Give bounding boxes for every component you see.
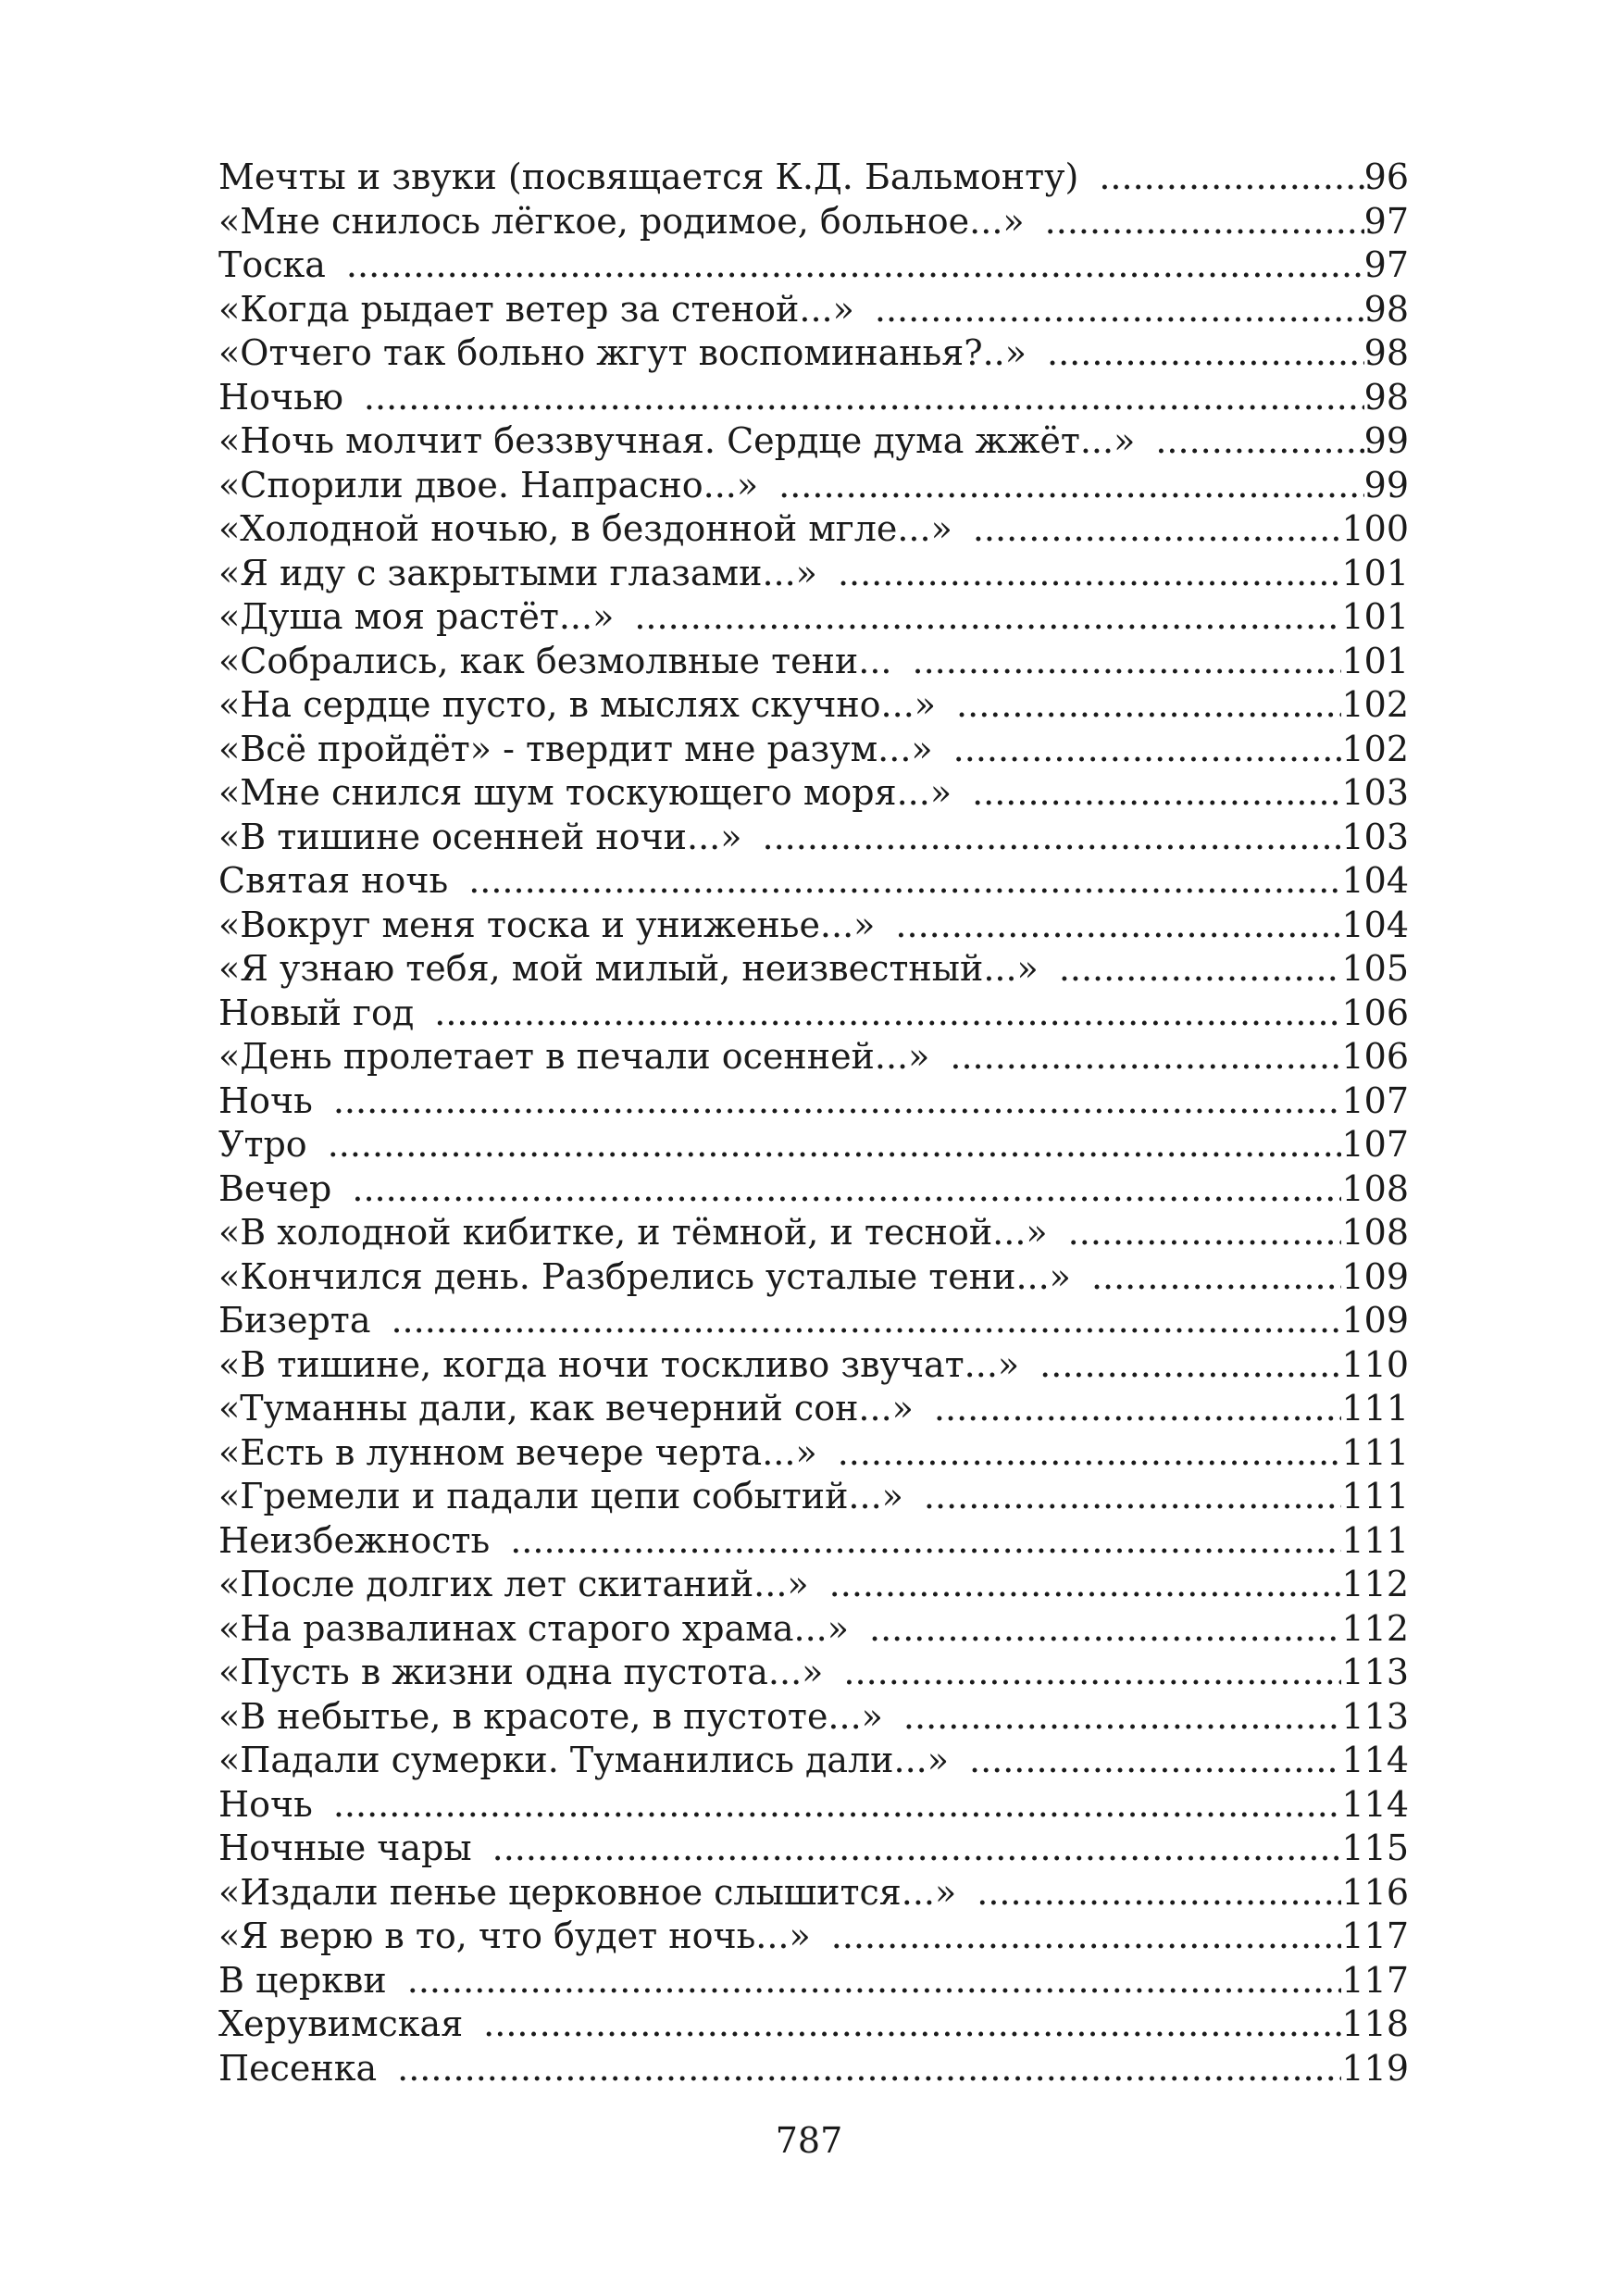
toc-dot-leader	[913, 640, 1342, 684]
toc-entry-title: «На развалинах старого храма...»	[218, 1607, 849, 1649]
toc-entry-title: «На сердце пусто, в мыслях скучно...»	[218, 684, 937, 725]
toc-entry-title: «Кончился день. Разбрелись усталые тени...»	[218, 1255, 1071, 1297]
toc-entry	[218, 419, 1409, 464]
toc-entry	[218, 904, 1409, 948]
toc-entry-title: «Когда рыдает ветер за стеной...»	[218, 288, 854, 330]
toc-dot-leader	[328, 1123, 1342, 1167]
toc-dot-leader	[831, 1915, 1342, 1959]
toc-entry-title: «Есть в лунном вечере черта...»	[218, 1431, 817, 1473]
toc-entry	[218, 1167, 1409, 1212]
toc-entry	[218, 2003, 1409, 2047]
toc-entry-title: «Вокруг меня тоска и униженье...»	[218, 904, 876, 945]
toc-entry-page: 115	[1341, 1828, 1409, 1868]
toc-dot-leader	[843, 1651, 1341, 1695]
toc-dot-leader	[1155, 419, 1363, 464]
toc-entry-title: «Пусть в жизни одна пустота...»	[218, 1652, 824, 1692]
toc-entry-page: 107	[1341, 1124, 1409, 1165]
toc-entry-page: 108	[1341, 1212, 1409, 1253]
toc-entry-title: «Мне снился шум тоскующего моря...»	[218, 772, 952, 813]
toc-entry-title: «Падали сумерки. Туманились дали...»	[218, 1740, 949, 1780]
toc-entry-title: Ночью	[218, 376, 343, 418]
toc-entry	[218, 1739, 1409, 1783]
toc-entry-title: «Я иду с закрытыми глазами...»	[218, 552, 817, 593]
toc-entry-page: 117	[1341, 1959, 1409, 2001]
toc-entry-page: 114	[1341, 1783, 1409, 1825]
toc-entry-page: 111	[1341, 1476, 1409, 1516]
toc-entry-page: 113	[1341, 1695, 1409, 1737]
toc-entry-title: «Холодной ночью, в бездонной мгле...»	[218, 508, 952, 549]
toc-entry-page: 116	[1341, 1871, 1409, 1913]
toc-entry-page: 100	[1341, 508, 1409, 549]
toc-entry	[218, 376, 1409, 420]
toc-dot-leader	[1099, 156, 1363, 200]
toc-dot-leader	[434, 992, 1341, 1036]
toc-dot-leader	[397, 2047, 1341, 2091]
toc-entry	[218, 640, 1409, 684]
toc-entry-title: «Ночь молчит беззвучная. Сердце дума жжёт...»	[218, 420, 1136, 461]
toc-entry-page: 119	[1341, 2047, 1409, 2089]
toc-entry-page: 102	[1341, 728, 1409, 769]
toc-entry	[218, 156, 1409, 200]
toc-entry-title: «Собрались, как безмолвные тени...	[218, 640, 892, 681]
toc-dot-leader	[875, 288, 1364, 332]
toc-entry	[218, 1827, 1409, 1871]
toc-entry-page: 114	[1341, 1740, 1409, 1780]
toc-entry	[218, 1299, 1409, 1343]
toc-entry-title: Мечты и звуки (посвящается К.Д. Бальмонту)	[218, 156, 1079, 197]
toc-entry	[218, 1695, 1409, 1740]
toc-entry	[218, 288, 1409, 332]
toc-entry-page: 110	[1341, 1343, 1409, 1385]
toc-entry-page: 113	[1341, 1652, 1409, 1692]
toc-entry	[218, 1563, 1409, 1607]
toc-entry	[218, 816, 1409, 860]
toc-entry-page: 118	[1341, 2003, 1409, 2044]
page-number: 787	[775, 2120, 843, 2161]
toc-entry	[218, 1211, 1409, 1255]
toc-dot-leader	[1047, 331, 1364, 376]
toc-entry-page: 98	[1363, 332, 1409, 373]
toc-dot-leader	[483, 2003, 1341, 2047]
toc-entry-title: «В холодной кибитке, и тёмной, и тесной...»	[218, 1212, 1048, 1253]
toc-entry	[218, 1651, 1409, 1695]
toc-entry	[218, 1255, 1409, 1300]
toc-entry-page: 111	[1341, 1431, 1409, 1473]
toc-entry-title: «После долгих лет скитаний...»	[218, 1564, 809, 1604]
toc-entry	[218, 200, 1409, 244]
toc-dot-leader	[924, 1475, 1342, 1519]
toc-dot-leader	[972, 771, 1341, 816]
toc-entry-title: Утро	[218, 1124, 307, 1165]
toc-dot-leader	[950, 1035, 1341, 1079]
toc-entry-page: 104	[1341, 860, 1409, 901]
toc-entry-title: Бизерта	[218, 1300, 371, 1341]
toc-dot-leader	[364, 376, 1364, 420]
toc-dot-leader	[829, 1563, 1342, 1607]
toc-dot-leader	[953, 728, 1342, 772]
toc-entry	[218, 1387, 1409, 1431]
toc-entry	[218, 1475, 1409, 1519]
toc-entry-title: «В тишине осенней ночи...»	[218, 816, 742, 857]
toc-dot-leader	[1039, 1343, 1341, 1388]
toc-entry	[218, 1959, 1409, 2003]
toc-dot-leader	[346, 243, 1364, 288]
toc-entry	[218, 2047, 1409, 2091]
toc-entry-title: «День пролетает в печали осенней...»	[218, 1036, 930, 1077]
toc-dot-leader	[468, 859, 1341, 904]
toc-entry	[218, 1343, 1409, 1388]
toc-entry-page: 101	[1341, 596, 1409, 637]
toc-dot-leader	[333, 1079, 1342, 1124]
toc-dot-leader	[407, 1959, 1342, 2003]
toc-dot-leader	[1045, 200, 1364, 244]
toc-entry-title: Новый год	[218, 992, 415, 1033]
toc-dot-leader	[510, 1519, 1341, 1564]
toc-entry	[218, 1915, 1409, 1959]
toc-entry	[218, 243, 1409, 288]
toc-entry-title: Неизбежность	[218, 1519, 491, 1561]
toc-entry-title: Херувимская	[218, 2003, 464, 2044]
toc-dot-leader	[634, 595, 1341, 640]
toc-entry	[218, 1431, 1409, 1476]
toc-entry	[218, 992, 1409, 1036]
toc-entry	[218, 771, 1409, 816]
toc-entry-page: 103	[1341, 772, 1409, 813]
toc-entry-title: «Мне снилось лёгкое, родимое, больное...»	[218, 200, 1025, 242]
toc-entry-page: 104	[1341, 904, 1409, 945]
toc-entry	[218, 947, 1409, 992]
toc-dot-leader	[838, 1431, 1342, 1476]
toc-entry-title: Ночные чары	[218, 1828, 472, 1868]
toc-entry-page: 97	[1363, 200, 1409, 242]
toc-dot-leader	[977, 1871, 1341, 1915]
toc-dot-leader	[895, 904, 1341, 948]
toc-entry	[218, 1607, 1409, 1652]
toc-entry-title: «Издали пенье церковное слышится...»	[218, 1871, 957, 1913]
toc-entry-title: «Гремели и падали цепи событий...»	[218, 1476, 903, 1516]
toc-entry-page: 109	[1341, 1300, 1409, 1341]
toc-entry-title: «Я верю в то, что будет ночь...»	[218, 1915, 811, 1956]
toc-entry-page: 112	[1341, 1607, 1409, 1649]
toc-entry-page: 99	[1363, 420, 1409, 461]
toc-dot-leader	[956, 683, 1341, 728]
toc-entry-page: 96	[1363, 156, 1409, 197]
table-of-contents	[218, 156, 1409, 2090]
toc-entry	[218, 552, 1409, 596]
toc-entry-page: 107	[1341, 1079, 1409, 1121]
toc-entry-title: Святая ночь	[218, 860, 449, 901]
toc-dot-leader	[333, 1783, 1342, 1828]
toc-entry-page: 98	[1363, 288, 1409, 330]
toc-entry-page: 101	[1341, 552, 1409, 593]
toc-entry	[218, 1079, 1409, 1124]
toc-entry-page: 101	[1341, 640, 1409, 681]
toc-dot-leader	[1068, 1211, 1342, 1255]
toc-entry-page: 99	[1363, 464, 1409, 505]
toc-entry-title: Ночь	[218, 1079, 313, 1121]
toc-entry-title: «В небытье, в красоте, в пустоте...»	[218, 1695, 883, 1737]
toc-entry-page: 108	[1341, 1167, 1409, 1209]
toc-dot-leader	[352, 1167, 1341, 1212]
toc-dot-leader	[869, 1607, 1341, 1652]
toc-dot-leader	[973, 507, 1342, 552]
toc-entry-title: «Спорили двое. Напрасно...»	[218, 464, 759, 505]
toc-entry-page: 97	[1363, 244, 1409, 285]
toc-entry	[218, 859, 1409, 904]
toc-dot-leader	[934, 1387, 1342, 1431]
toc-entry-title: Ночь	[218, 1783, 313, 1825]
toc-dot-leader	[492, 1827, 1342, 1871]
toc-entry-page: 111	[1341, 1519, 1409, 1561]
toc-entry-page: 117	[1341, 1915, 1409, 1956]
toc-entry-title: В церкви	[218, 1959, 387, 2001]
toc-entry-title: «В тишине, когда ночи тоскливо звучат...»	[218, 1343, 1020, 1385]
toc-dot-leader	[778, 464, 1364, 508]
toc-entry	[218, 1035, 1409, 1079]
toc-dot-leader	[1059, 947, 1342, 992]
toc-entry	[218, 683, 1409, 728]
toc-dot-leader	[763, 816, 1342, 860]
toc-dot-leader	[969, 1739, 1341, 1783]
toc-dot-leader	[903, 1695, 1342, 1740]
toc-entry	[218, 1123, 1409, 1167]
toc-entry	[218, 728, 1409, 772]
toc-entry-title: «Отчего так больно жгут воспоминанья?..»	[218, 332, 1027, 373]
toc-entry	[218, 464, 1409, 508]
toc-entry	[218, 507, 1409, 552]
toc-dot-leader	[1091, 1255, 1342, 1300]
toc-entry	[218, 1519, 1409, 1564]
toc-entry-title: Песенка	[218, 2047, 378, 2089]
toc-entry	[218, 331, 1409, 376]
toc-entry-page: 102	[1341, 684, 1409, 725]
toc-dot-leader	[391, 1299, 1341, 1343]
toc-entry	[218, 1871, 1409, 1915]
toc-entry-title: «Душа моя растёт...»	[218, 596, 615, 637]
toc-entry-page: 112	[1341, 1564, 1409, 1604]
toc-entry	[218, 595, 1409, 640]
toc-entry-title: «Всё пройдёт» - твердит мне разум...»	[218, 728, 933, 769]
toc-entry-page: 106	[1341, 992, 1409, 1033]
toc-entry-page: 103	[1341, 816, 1409, 857]
toc-entry-page: 98	[1363, 376, 1409, 418]
toc-entry-page: 109	[1341, 1255, 1409, 1297]
toc-entry-title: Тоска	[218, 244, 326, 285]
toc-entry-title: «Туманны дали, как вечерний сон...»	[218, 1388, 914, 1429]
toc-entry-page: 111	[1341, 1388, 1409, 1429]
toc-entry-page: 105	[1341, 948, 1409, 989]
toc-dot-leader	[838, 552, 1342, 596]
toc-entry	[218, 1783, 1409, 1828]
toc-entry-page: 106	[1341, 1036, 1409, 1077]
toc-entry-title: «Я узнаю тебя, мой милый, неизвестный...»	[218, 948, 1039, 989]
toc-entry-title: Вечер	[218, 1167, 332, 1209]
